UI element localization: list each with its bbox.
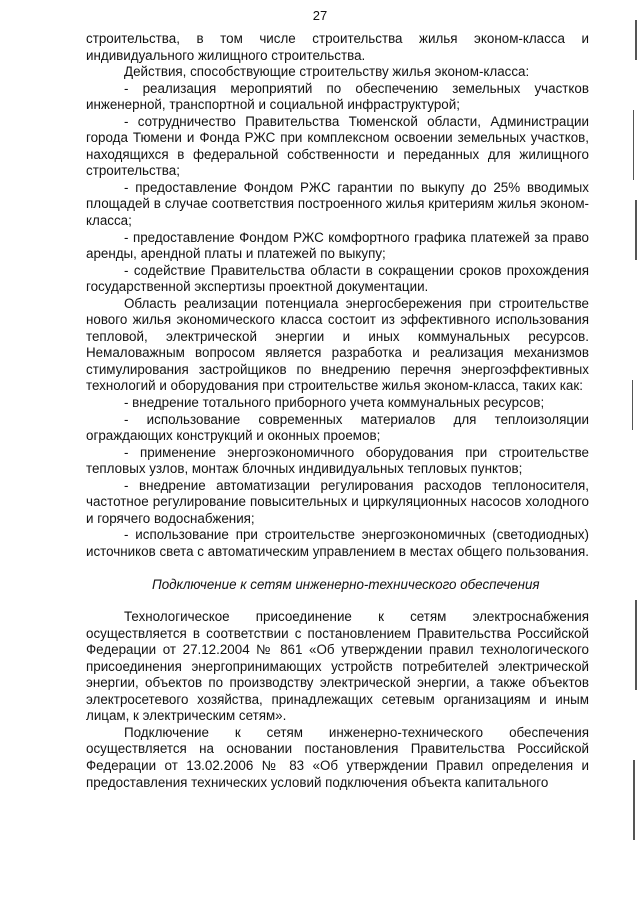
paragraph-10: - применение энергоэкономичного оборудования при строительстве тепловых узлов, монтаж блочных индивидуальных тепловых пунктов; bbox=[86, 444, 589, 477]
paragraph-2: - реализация мероприятий по обеспечению земельных участков инженерной, транспортной и социальной инфраструктурой; bbox=[86, 80, 589, 113]
paragraph-0: строительства, в том числе строительства жилья эконом-класса и индивидуального жилищного строительства. bbox=[86, 31, 589, 63]
paragraph-8: - внедрение тотального приборного учета коммунальных ресурсов; bbox=[124, 395, 545, 411]
paragraph-6: - содействие Правительства области в сокращении сроков прохождения государственной экспертизы проектной документации. bbox=[86, 262, 589, 295]
spacer bbox=[86, 593, 589, 609]
section-paragraph-0: Технологическое присоединение к сетям электроснабжения осуществляется в соответствии с постановлением Правительства Российской Федерации от 27.12.2004 № 861 «Об утверждении правил технологического присоединения энергопринимающих устройств потребителей электрической энергии, объектов по производству электрической энергии, а также объектов электросетевого хозяйства, принадлежащих сетевым организациям и иным лицам, к электрическим сетям». bbox=[86, 609, 589, 724]
section-heading: Подключение к сетям инженерно-технического обеспечения bbox=[152, 576, 540, 592]
scan-edge-artifact bbox=[622, 0, 640, 905]
paragraph-4: - предоставление Фондом РЖС гарантии по выкупу до 25% вводимых площадей в случае соответствия построенного жилья критериям жилья эконом-класса; bbox=[86, 179, 589, 229]
paragraph-12: - использование при строительстве энергоэкономичных (светодиодных) источников света с автоматическим управлением в местах общего пользования. bbox=[86, 527, 589, 559]
page-number: 27 bbox=[312, 8, 328, 23]
paragraph-1: Действия, способствующие строительству жилья эконом-класса: bbox=[124, 64, 530, 80]
paragraph-9: - использование современных материалов для теплоизоляции ограждающих конструкций и оконных проемов; bbox=[86, 411, 589, 444]
paragraph-5: - предоставление Фондом РЖС комфортного графика платежей за право аренды, арендной платы и платежей по выкупу; bbox=[86, 229, 589, 262]
document-body bbox=[86, 31, 589, 791]
paragraph-11: - внедрение автоматизации регулирования расходов теплоносителя, частотное регулирование повысительных и циркуляционных насосов холодного и горячего водоснабжения; bbox=[86, 477, 589, 526]
paragraph-3: - сотрудничество Правительства Тюменской области, Администрации города Тюмени и Фонда РЖС при комплексном освоении земельных участков, находящихся в федеральной собственности и переданных для жилищного строительства; bbox=[86, 113, 589, 179]
spacer bbox=[86, 561, 589, 577]
section-paragraph-1: Подключение к сетям инженерно-технического обеспечения осуществляется на основании постановления Правительства Российской Федерации от 13.02.2006 № 83 «Об утверждении Правил определения и предоставления технических условий подключения объекта капитального bbox=[86, 724, 589, 790]
paragraph-7: Область реализации потенциала энергосбережения при строительстве нового жилья экономического класса состоит из эффективного использования тепловой, электрической энергии и иных коммунальных ресурсов. Немаловажным вопросом является разработка и реализация механизмов стимулирования застройщиков по внедрению перечня энергоэффективных технологий и оборудования при строительстве жилья эконом-класса, таких как: bbox=[86, 295, 589, 394]
